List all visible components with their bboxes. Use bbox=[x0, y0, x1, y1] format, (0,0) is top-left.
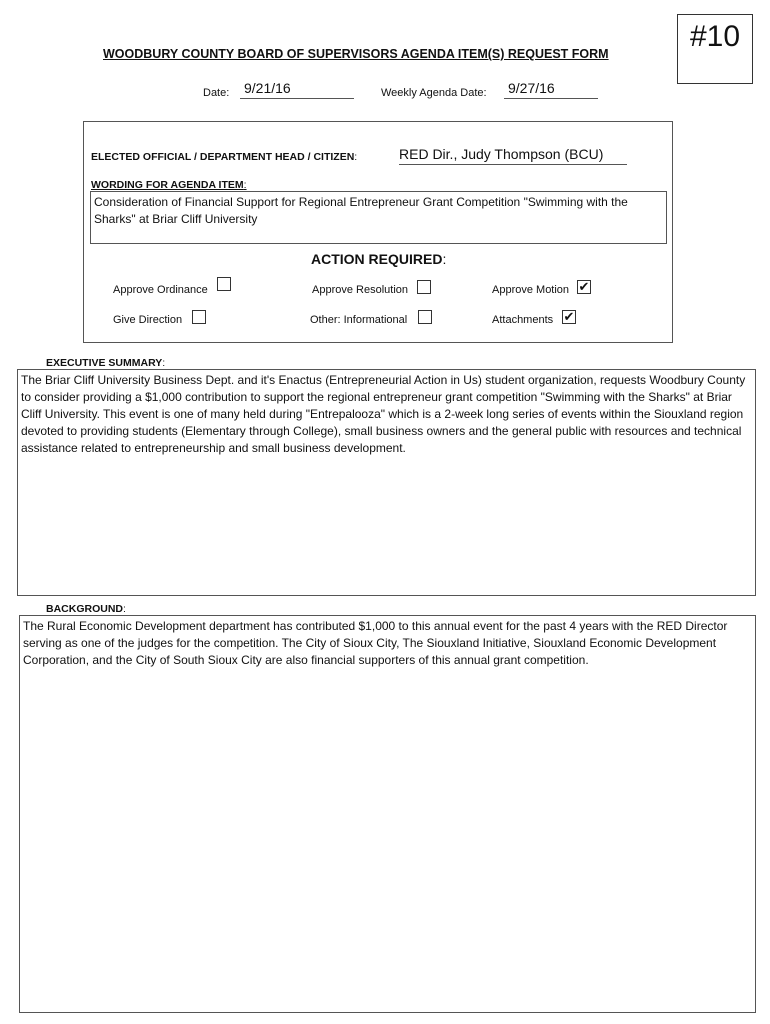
other-checkbox[interactable] bbox=[418, 310, 432, 324]
item-number: #10 bbox=[689, 20, 741, 53]
executive-summary-field[interactable]: The Briar Cliff University Business Dept. and it's Enactus (Entrepreneurial Action in Us) student organization, requests Woodbury County to consider providing a $1,000 contribution to support the regional entrepreneur grant competition "Swimming with the Sharks" at Briar Cliff University. This event is one of many held during "Entrepalooza" which is a 2-week long series of events within the Siouxland region devoted to providing students (Elementary through College), small business owners and the general public with resources and technical assistance related to entrepreneurship and small business development. bbox=[17, 369, 756, 596]
official-label: ELECTED OFFICIAL / DEPARTMENT HEAD / CITIZEN: bbox=[91, 151, 358, 163]
attachments-label: Attachments bbox=[492, 314, 554, 326]
date-label: Date: bbox=[203, 87, 230, 99]
action-required-title: ACTION REQUIRED: bbox=[311, 251, 447, 267]
approve-resolution-checkbox[interactable] bbox=[417, 280, 431, 294]
wording-field[interactable]: Consideration of Financial Support for Regional Entrepreneur Grant Competition "Swimming with the Sharks" at Briar Cliff University bbox=[90, 191, 667, 244]
date-field[interactable]: 9/21/16 bbox=[240, 80, 354, 99]
weekly-agenda-date-label: Weekly Agenda Date: bbox=[381, 87, 487, 99]
executive-summary-label: EXECUTIVE SUMMARY: bbox=[46, 357, 166, 369]
background-field[interactable]: The Rural Economic Development department has contributed $1,000 to this annual event for the past 4 years with the RED Director serving as one of the judges for the competition. The City of Sioux City, The Siouxland Initiative, Siouxland Economic Development Corporation, and the City of South Sioux City are also financial supporters of this annual grant competition. bbox=[19, 615, 756, 1013]
approve-motion-checkbox[interactable]: ✔ bbox=[578, 279, 590, 294]
give-direction-label: Give Direction bbox=[113, 314, 183, 326]
form-title: WOODBURY COUNTY BOARD OF SUPERVISORS AGENDA ITEM(S) REQUEST FORM bbox=[103, 47, 609, 61]
approve-ordinance-label: Approve Ordinance bbox=[113, 284, 208, 296]
approve-motion-label: Approve Motion bbox=[492, 284, 570, 296]
wording-label: WORDING FOR AGENDA ITEM: bbox=[91, 179, 247, 191]
background-label: BACKGROUND: bbox=[46, 603, 126, 615]
approve-ordinance-checkbox[interactable] bbox=[217, 277, 231, 291]
give-direction-checkbox[interactable] bbox=[192, 310, 206, 324]
approve-resolution-label: Approve Resolution bbox=[312, 284, 409, 296]
official-field[interactable]: RED Dir., Judy Thompson (BCU) bbox=[399, 146, 627, 165]
item-number-box bbox=[677, 14, 753, 84]
other-label: Other: Informational bbox=[310, 314, 408, 326]
weekly-agenda-date-field[interactable]: 9/27/16 bbox=[504, 80, 598, 99]
attachments-checkbox[interactable]: ✔ bbox=[563, 309, 575, 324]
